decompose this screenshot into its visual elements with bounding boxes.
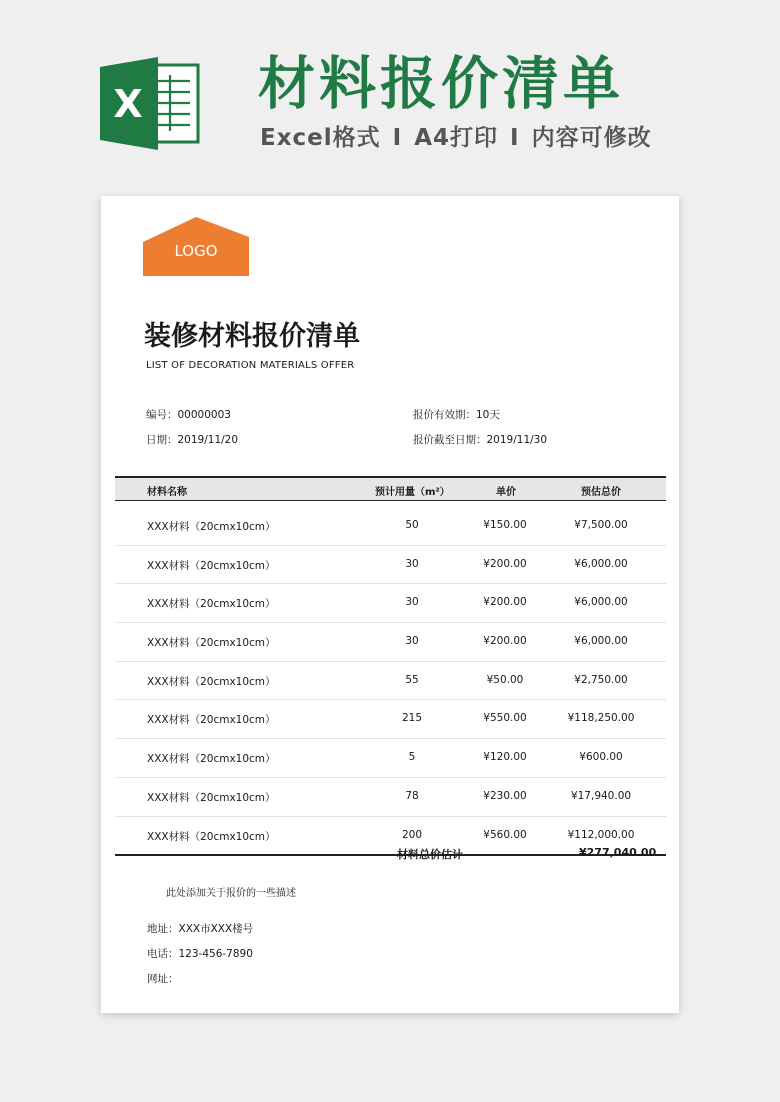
total-estimate-label: 材料总价估计 bbox=[397, 848, 463, 861]
unit-price: ¥200.00 bbox=[483, 635, 527, 648]
line-total: ¥2,750.00 bbox=[574, 673, 628, 686]
contact-address: 地址：XXX市XXX楼号 bbox=[147, 923, 254, 935]
header-unit-price: 单价 bbox=[496, 487, 516, 498]
quantity: 215 bbox=[401, 712, 423, 725]
document-title: 装修材料报价清单 bbox=[144, 321, 360, 352]
unit-price: ¥120.00 bbox=[483, 751, 527, 764]
header-banner bbox=[0, 0, 780, 190]
contact-website: 网址： bbox=[147, 973, 179, 985]
line-total: ¥17,940.00 bbox=[570, 789, 632, 802]
unit-price: ¥550.00 bbox=[483, 712, 527, 725]
unit-price: ¥230.00 bbox=[483, 789, 527, 802]
excel-letter: X bbox=[113, 82, 143, 126]
excel-icon bbox=[100, 57, 202, 150]
quote-validity: 报价有效期：10天 bbox=[413, 409, 500, 421]
material-name: XXX材料（20cmx10cm） bbox=[147, 791, 276, 804]
quantity: 30 bbox=[405, 635, 419, 648]
table-row bbox=[115, 507, 666, 546]
material-name: XXX材料（20cmx10cm） bbox=[147, 714, 276, 727]
document-page bbox=[101, 196, 679, 1013]
quote-date: 日期：2019/11/20 bbox=[146, 434, 239, 446]
line-total: ¥118,250.00 bbox=[567, 712, 635, 725]
quote-number: 编号：00000003 bbox=[146, 409, 231, 421]
material-name: XXX材料（20cmx10cm） bbox=[147, 598, 276, 611]
unit-price: ¥560.00 bbox=[483, 828, 527, 841]
contact-phone: 电话：123-456-7890 bbox=[147, 948, 253, 960]
quantity: 30 bbox=[405, 596, 419, 609]
table-body bbox=[115, 507, 666, 856]
quote-deadline: 报价截至日期：2019/11/30 bbox=[413, 434, 548, 446]
table-row bbox=[115, 739, 666, 778]
line-total: ¥112,000.00 bbox=[567, 828, 635, 841]
banner-print-label: A4打印 bbox=[414, 125, 499, 151]
quote-note: 此处添加关于报价的一些描述 bbox=[166, 888, 296, 899]
header-estimated-total: 预估总价 bbox=[581, 487, 621, 498]
unit-price: ¥150.00 bbox=[483, 519, 527, 531]
banner-subtitle bbox=[260, 122, 652, 154]
quantity: 78 bbox=[405, 789, 419, 802]
table-row bbox=[115, 662, 666, 701]
logo-label: LOGO bbox=[174, 242, 218, 260]
line-total: ¥6,000.00 bbox=[574, 635, 628, 648]
total-estimate-value: ¥277,040.00 bbox=[579, 846, 657, 859]
table-row bbox=[115, 700, 666, 739]
line-total: ¥6,000.00 bbox=[574, 557, 628, 570]
quantity: 200 bbox=[401, 828, 423, 841]
table-row bbox=[115, 623, 666, 662]
header-material-name: 材料名称 bbox=[147, 487, 187, 498]
quantity: 50 bbox=[405, 519, 419, 531]
header-estimated-quantity: 预计用量（m²） bbox=[375, 487, 450, 498]
quantity: 55 bbox=[405, 673, 419, 686]
unit-price: ¥200.00 bbox=[483, 557, 527, 570]
line-total: ¥7,500.00 bbox=[574, 519, 628, 531]
line-total: ¥600.00 bbox=[579, 751, 623, 764]
banner-format-label: Excel格式 bbox=[260, 125, 381, 151]
line-total: ¥6,000.00 bbox=[574, 596, 628, 609]
table-row bbox=[115, 778, 666, 817]
banner-title: 材料报价清单 bbox=[258, 51, 624, 117]
unit-price: ¥200.00 bbox=[483, 596, 527, 609]
unit-price: ¥50.00 bbox=[486, 673, 524, 686]
material-name: XXX材料（20cmx10cm） bbox=[147, 675, 276, 688]
material-name: XXX材料（20cmx10cm） bbox=[147, 753, 276, 766]
material-name: XXX材料（20cmx10cm） bbox=[147, 637, 276, 650]
banner-editable-label: 内容可修改 bbox=[531, 125, 652, 151]
table-header bbox=[115, 478, 666, 501]
banner-separator: I bbox=[510, 125, 520, 151]
material-name: XXX材料（20cmx10cm） bbox=[147, 521, 276, 533]
quantity: 5 bbox=[408, 751, 416, 764]
document-subtitle: LIST OF DECORATION MATERIALS OFFER bbox=[146, 360, 355, 371]
material-name: XXX材料（20cmx10cm） bbox=[147, 830, 276, 843]
table-row bbox=[115, 584, 666, 623]
banner-separator: I bbox=[392, 125, 403, 151]
quantity: 30 bbox=[405, 557, 419, 570]
table-row bbox=[115, 546, 666, 585]
material-name: XXX材料（20cmx10cm） bbox=[147, 559, 276, 572]
